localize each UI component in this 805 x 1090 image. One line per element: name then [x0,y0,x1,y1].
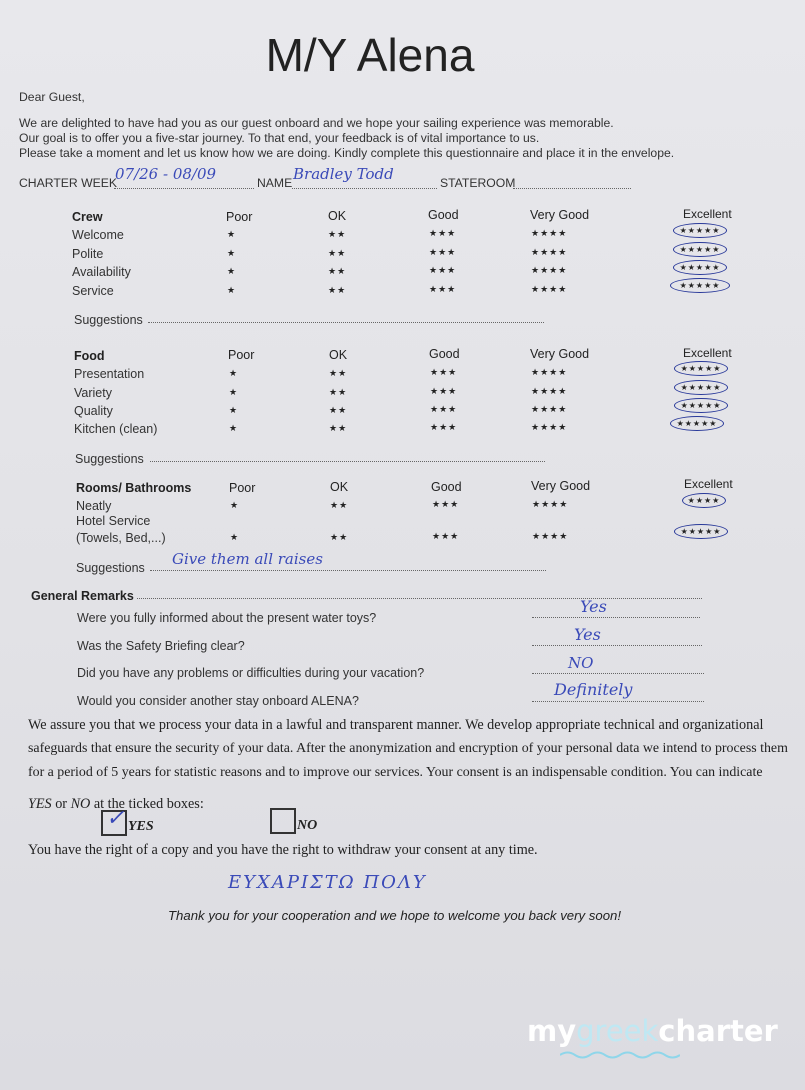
stateroom-label: STATEROOM [440,176,516,190]
general-remarks-title: General Remarks [31,589,134,603]
crew-title: Crew [72,210,103,224]
check-mark-icon: ✓ [106,806,125,831]
crew-col-good: Good [428,208,459,222]
name-line [292,188,437,189]
food-quality-excellent-circled[interactable]: ★★★★★ [674,398,728,413]
rooms-neatly-ok[interactable]: ★★ [330,500,349,510]
crew-polite-very-good[interactable]: ★★★★ [531,247,568,257]
privacy-or-text: or [51,796,71,812]
rooms-suggestions-label: Suggestions [76,561,145,575]
crew-service-good[interactable]: ★★★ [429,284,457,294]
rooms-title: Rooms/ Bathrooms [76,481,192,495]
rooms-col-very-good: Very Good [531,479,591,493]
page-title: M/Y Alena [265,29,475,81]
crew-welcome-poor[interactable]: ★ [227,229,237,239]
food-item-presentation: Presentation [74,367,145,381]
remarks-q3: Did you have any problems or difficulties during your vacation? [77,666,425,680]
brand-part-my: my [527,1014,577,1048]
crew-polite-poor[interactable]: ★ [227,248,237,258]
crew-col-poor: Poor [226,210,253,224]
intro-line-3: Please take a moment and let us know how we are doing. Kindly complete this questionnaire and place it in the envelope. [19,146,675,160]
food-col-ok: OK [329,348,348,362]
privacy-line-3: for a period of 5 years for statistic reasons and to improve our services. Your consent is an indispensable condition. You can indicate [28,765,763,780]
food-presentation-good[interactable]: ★★★ [430,367,458,377]
food-col-very-good: Very Good [530,347,590,361]
brand-logo [527,1014,778,1048]
privacy-no-em: NO [70,796,91,812]
crew-item-availability: Availability [72,265,131,279]
food-item-variety: Variety [74,386,112,400]
food-item-quality: Quality [74,404,113,418]
brand-wave-icon [560,1050,680,1060]
food-presentation-excellent-circled[interactable]: ★★★★★ [674,361,728,376]
crew-service-very-good[interactable]: ★★★★ [531,284,568,294]
food-variety-good[interactable]: ★★★ [430,386,458,396]
food-variety-ok[interactable]: ★★ [329,387,348,397]
crew-service-ok[interactable]: ★★ [328,285,347,295]
food-quality-ok[interactable]: ★★ [329,405,348,415]
consent-no-label: NO [297,818,318,833]
food-col-excellent: Excellent [683,346,732,360]
food-kitchen-ok[interactable]: ★★ [329,423,348,433]
food-kitchen-excellent-circled[interactable]: ★★★★★ [670,416,724,431]
rooms-item-towels-bed: (Towels, Bed,...) [76,531,166,545]
crew-polite-ok[interactable]: ★★ [328,248,347,258]
food-suggestions-line[interactable] [150,461,545,462]
remarks-a2[interactable]: Yes [574,625,601,644]
food-presentation-ok[interactable]: ★★ [329,368,348,378]
brand-part-charter: charter [658,1014,778,1048]
rooms-col-ok: OK [330,480,349,494]
rooms-neatly-very-good[interactable]: ★★★★ [532,499,569,509]
rooms-neatly-excellent-circled[interactable]: ★★★★ [682,493,726,508]
intro-line-1: We are delighted to have had you as our guest onboard and we hope your sailing experience was memorable. [19,116,614,130]
consent-no-checkbox[interactable] [270,808,296,834]
intro-line-2: Our goal is to offer you a five-star journey. To that end, your feedback is of vital importance to us. [19,131,540,145]
food-kitchen-good[interactable]: ★★★ [430,422,458,432]
name-label: NAME [257,176,293,190]
crew-col-excellent: Excellent [683,207,732,221]
rooms-col-good: Good [431,480,462,494]
crew-polite-excellent-circled[interactable]: ★★★★★ [673,242,727,257]
rooms-item-neatly: Neatly [76,499,112,513]
food-quality-poor[interactable]: ★ [229,405,239,415]
rooms-hotel-good[interactable]: ★★★ [432,531,460,541]
rooms-neatly-good[interactable]: ★★★ [432,499,460,509]
rooms-hotel-ok[interactable]: ★★ [330,532,349,542]
rooms-col-poor: Poor [229,481,256,495]
rooms-item-hotel-service: Hotel Service [76,514,151,528]
stateroom-line[interactable] [513,188,631,189]
crew-suggestions-label: Suggestions [74,313,143,327]
food-kitchen-very-good[interactable]: ★★★★ [531,422,568,432]
crew-item-polite: Polite [72,247,104,261]
crew-availability-excellent-circled[interactable]: ★★★★★ [673,260,727,275]
crew-polite-good[interactable]: ★★★ [429,247,457,257]
crew-welcome-excellent-circled[interactable]: ★★★★★ [673,223,727,238]
privacy-line-1: We assure you that we process your data in a lawful and transparent manner. We develop appropriate technical and organizational [28,717,764,733]
crew-col-very-good: Very Good [530,208,590,222]
food-quality-very-good[interactable]: ★★★★ [531,404,568,414]
crew-availability-ok[interactable]: ★★ [328,266,347,276]
privacy-rights: You have the right of a copy and you have the right to withdraw your consent at any time. [28,842,538,858]
food-variety-excellent-circled[interactable]: ★★★★★ [674,380,728,395]
remarks-q2: Was the Safety Briefing clear? [77,639,245,653]
food-variety-poor[interactable]: ★ [229,387,239,397]
crew-welcome-very-good[interactable]: ★★★★ [531,228,568,238]
food-presentation-very-good[interactable]: ★★★★ [531,367,568,377]
privacy-ticked-text: at the ticked boxes: [90,796,204,812]
remarks-a3[interactable]: NO [568,654,594,672]
consent-yes-label: YES [128,819,154,834]
crew-service-excellent-circled[interactable]: ★★★★★ [670,278,730,293]
greeting: Dear Guest, [19,90,85,104]
crew-service-poor[interactable]: ★ [227,285,237,295]
rooms-hotel-poor[interactable]: ★ [230,532,240,542]
remarks-a1-line [532,617,700,618]
crew-item-service: Service [72,284,114,298]
rooms-suggestions-line [150,570,546,571]
food-col-poor: Poor [228,348,255,362]
rooms-suggestions-value[interactable]: Give them all raises [172,550,323,568]
food-variety-very-good[interactable]: ★★★★ [531,386,568,396]
food-title: Food [74,349,105,363]
remarks-a2-line [532,645,702,646]
general-remarks-line[interactable] [137,598,702,599]
charter-week-label: CHARTER WEEK [19,176,117,190]
food-item-kitchen: Kitchen (clean) [74,422,158,436]
thank-you-note: Thank you for your cooperation and we hope to welcome you back very soon! [168,908,622,923]
handwritten-signature: ΕΥΧΑΡΙΣΤΩ ΠΟΛΥ [228,872,427,893]
remarks-q1: Were you fully informed about the present water toys? [77,611,377,625]
consent-yes-checkbox[interactable] [101,806,127,836]
remarks-a1[interactable]: Yes [580,597,607,616]
charter-week-value[interactable]: 07/26 - 08/09 [115,165,217,183]
rooms-neatly-poor[interactable]: ★ [230,500,240,510]
crew-welcome-ok[interactable]: ★★ [328,229,347,239]
remarks-a4-line [532,701,704,702]
crew-item-welcome: Welcome [72,228,124,242]
food-kitchen-poor[interactable]: ★ [229,423,239,433]
crew-suggestions-line[interactable] [148,322,544,323]
name-value[interactable]: Bradley Todd [293,165,394,183]
remarks-a3-line [532,673,704,674]
charter-week-line [114,188,254,189]
rooms-hotel-excellent-circled[interactable]: ★★★★★ [674,524,728,539]
crew-welcome-good[interactable]: ★★★ [429,228,457,238]
rooms-col-excellent: Excellent [684,477,733,491]
crew-availability-very-good[interactable]: ★★★★ [531,265,568,275]
crew-availability-poor[interactable]: ★ [227,266,237,276]
remarks-a4[interactable]: Definitely [554,680,633,699]
crew-col-ok: OK [328,209,347,223]
privacy-yes-em: YES [28,796,52,812]
remarks-q4: Would you consider another stay onboard ALENA? [77,694,359,708]
food-col-good: Good [429,347,460,361]
rooms-hotel-very-good[interactable]: ★★★★ [532,531,569,541]
crew-availability-good[interactable]: ★★★ [429,265,457,275]
food-quality-good[interactable]: ★★★ [430,404,458,414]
food-suggestions-label: Suggestions [75,452,144,466]
brand-part-greek: greek [576,1014,659,1048]
privacy-line-2: safeguards that ensure the security of your data. After the anonymization and encryption of your personal data we intend to process them [28,741,788,756]
food-presentation-poor[interactable]: ★ [229,368,239,378]
